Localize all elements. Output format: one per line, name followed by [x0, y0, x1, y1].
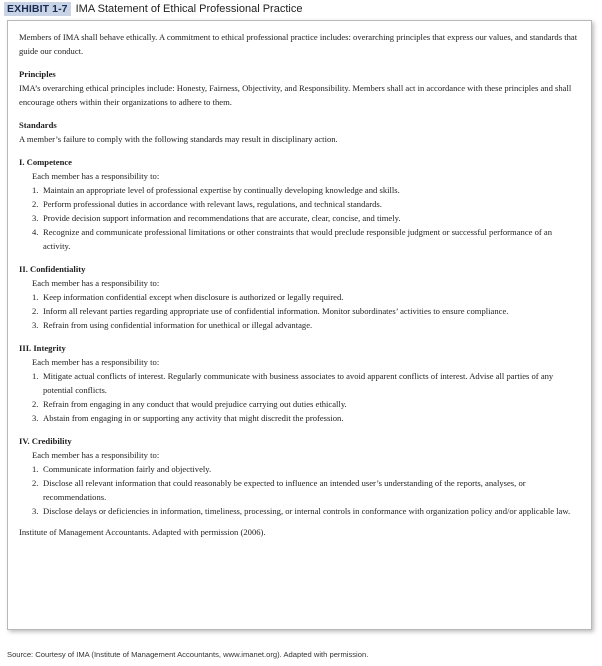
- item-number: 3.: [32, 213, 39, 223]
- item-text: Inform all relevant parties regarding appropriate use of confidential information. Monitor subordinates’ activities to ensure compliance.: [43, 306, 509, 316]
- item-number: 1.: [32, 371, 39, 381]
- item-number: 1.: [32, 185, 39, 195]
- exhibit-box: [7, 20, 592, 630]
- standards-text: A member’s failure to comply with the following standards may result in disciplinary action.: [19, 134, 338, 144]
- list-item: [32, 504, 581, 518]
- section-lead: Each member has a responsibility to:: [32, 278, 160, 288]
- list-item: [32, 369, 581, 397]
- item-number: 2.: [32, 199, 39, 209]
- list-item: [32, 211, 581, 225]
- item-text: Recognize and communicate professional limitations or other constraints that would preclude responsible judgment or successful performance of an activity.: [43, 227, 553, 251]
- item-text: Keep information confidential except when disclosure is authorized or legally required.: [43, 292, 344, 302]
- section-credibility: [19, 434, 581, 518]
- list-item: [32, 183, 581, 197]
- standards-list: [19, 462, 581, 518]
- item-number: 3.: [32, 320, 39, 330]
- item-text: Communicate information fairly and objectively.: [43, 464, 212, 474]
- item-text: Abstain from engaging in or supporting any activity that might discredit the profession.: [43, 413, 344, 423]
- item-text: Disclose all relevant information that could reasonably be expected to influence an intended user’s understanding of the reports, analyses, or recommendations.: [43, 478, 526, 502]
- section-heading: II. Confidentiality: [19, 264, 86, 274]
- section-confidentiality: [19, 262, 581, 332]
- list-item: [32, 318, 581, 332]
- item-text: Refrain from engaging in any conduct that would prejudice carrying out duties ethically.: [43, 399, 347, 409]
- standards-list: [19, 183, 581, 253]
- exhibit-header: [4, 2, 598, 16]
- item-number: 3.: [32, 413, 39, 423]
- standards-heading: Standards: [19, 120, 57, 130]
- item-number: 4.: [32, 227, 39, 237]
- principles-text: IMA’s overarching ethical principles include: Honesty, Fairness, Objectivity, and Responsibility. Members shall act in accordance with these principles and shall encourage others within their organizations to adhere to them.: [19, 83, 572, 107]
- intro-paragraph: Members of IMA shall behave ethically. A commitment to ethical professional practice includes: overarching principles that express our values, and standards that guide our conduct.: [19, 32, 578, 56]
- list-item: [32, 197, 581, 211]
- section-integrity: [19, 341, 581, 425]
- list-item: [32, 304, 581, 318]
- section-heading: III. Integrity: [19, 343, 66, 353]
- item-number: 3.: [32, 506, 39, 516]
- list-item: [32, 290, 581, 304]
- list-item: [32, 462, 581, 476]
- exhibit-title: IMA Statement of Ethical Professional Practice: [75, 3, 303, 15]
- list-item: [32, 397, 581, 411]
- item-text: Mitigate actual conflicts of interest. Regularly communicate with business associates to avoid apparent conflicts of interest. Advise all parties of any potential conflicts.: [43, 371, 554, 395]
- list-item: [32, 476, 581, 504]
- standards-list: [19, 369, 581, 425]
- section-competence: [19, 155, 581, 253]
- item-number: 2.: [32, 399, 39, 409]
- section-lead: Each member has a responsibility to:: [32, 357, 160, 367]
- list-item: [32, 411, 581, 425]
- item-number: 2.: [32, 478, 39, 488]
- item-text: Refrain from using confidential information for unethical or illegal advantage.: [43, 320, 313, 330]
- exhibit-badge: EXHIBIT 1-7: [4, 2, 71, 16]
- section-lead: Each member has a responsibility to:: [32, 171, 160, 181]
- section-heading: I. Competence: [19, 157, 72, 167]
- item-text: Provide decision support information and recommendations that are accurate, clear, concise, and timely.: [43, 213, 401, 223]
- list-item: [32, 225, 581, 253]
- item-number: 2.: [32, 306, 39, 316]
- item-text: Maintain an appropriate level of professional expertise by continually developing knowledge and skills.: [43, 185, 400, 195]
- standards-list: [19, 290, 581, 332]
- section-heading: IV. Credibility: [19, 436, 72, 446]
- item-text: Perform professional duties in accordance with relevant laws, regulations, and technical standards.: [43, 199, 382, 209]
- credit-line: Institute of Management Accountants. Adapted with permission (2006).: [19, 527, 266, 537]
- principles-heading: Principles: [19, 69, 56, 79]
- exhibit-content: [19, 30, 581, 539]
- item-number: 1.: [32, 292, 39, 302]
- item-number: 1.: [32, 464, 39, 474]
- section-lead: Each member has a responsibility to:: [32, 450, 160, 460]
- item-text: Disclose delays or deficiencies in information, timeliness, processing, or internal controls in conformance with organization policy and/or applicable law.: [43, 506, 571, 516]
- source-note: Source: Courtesy of IMA (Institute of Management Accountants, www.imanet.org). Adapted with permission.: [7, 650, 369, 659]
